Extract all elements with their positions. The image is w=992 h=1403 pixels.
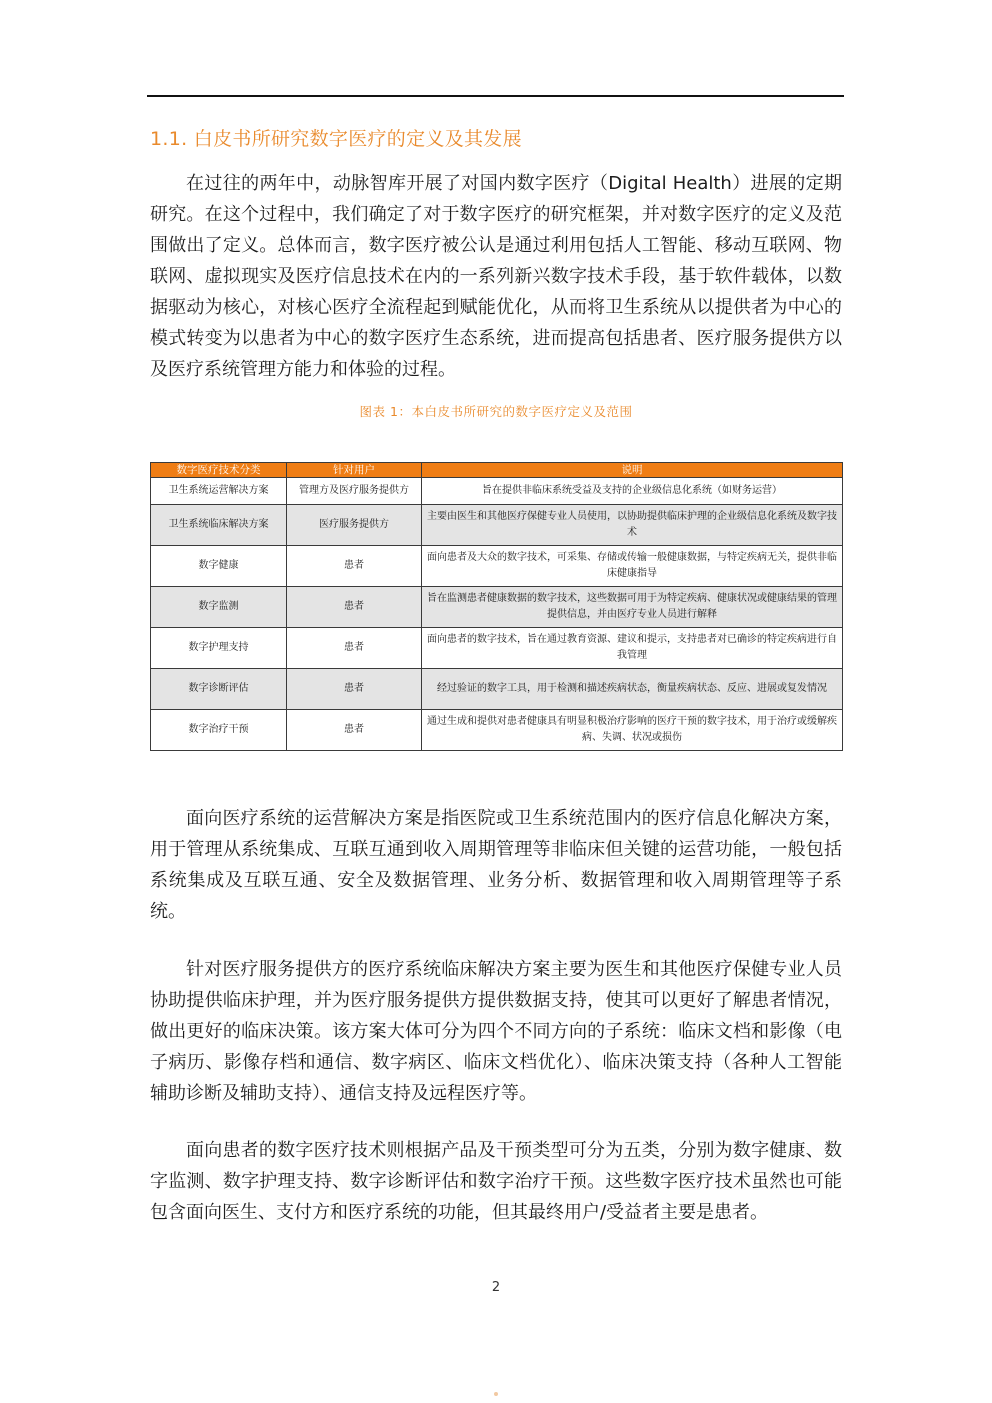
row-user: 管理方及医疗服务提供方 [287,478,422,505]
row-description: 旨在监测患者健康数据的数字技术，这些数据可用于为特定疾病、健康状况或健康结果的管理提供信息，并由医疗专业人员进行解释 [422,587,843,628]
row-description: 经过验证的数字工具，用于检测和描述疾病状态，衡量疾病状态、反应、进展或复发情况 [422,669,843,710]
patient-paragraph: 面向患者的数字医疗技术则根据产品及干预类型可分为五类，分别为数字健康、数字监测、数字护理支持、数字诊断评估和数字治疗干预。这些数字医疗技术虽然也可能包含面向医生、支付方和医疗系统的功能，但其最终用户/受益者主要是患者。 [150,1140,842,1223]
header-category: 数字医疗技术分类 [151,463,287,478]
operations-paragraph: 面向医疗系统的运营解决方案是指医院或卫生系统范围内的医疗信息化解决方案，用于管理从系统集成、互联互通到收入周期管理等非临床但关键的运营功能，一般包括系统集成及互联互通、安全及数据管理、业务分析、数据管理和收入周期管理等子系统。 [150,808,842,922]
row-description: 主要由医生和其他医疗保健专业人员使用，以协助提供临床护理的企业级信息化系统及数字技术 [422,505,843,546]
row-description: 通过生成和提供对患者健康具有明显积极治疗影响的医疗干预的数字技术，用于治疗或缓解疾病、失调、状况或损伤 [422,710,843,751]
table-row [151,669,843,710]
row-category: 卫生系统临床解决方案 [151,505,287,546]
row-user: 患者 [287,669,422,710]
intro-paragraph: 在过往的两年中，动脉智库开展了对国内数字医疗（Digital Health）进展的定期研究。在这个过程中，我们确定了对于数字医疗的研究框架，并对数字医疗的定义及范围做出了定义。总体而言，数字医疗被公认是通过利用包括人工智能、移动互联网、物联网、虚拟现实及医疗信息技术在内的一系列新兴数字技术手段，基于软件载体，以数据驱动为核心，对核心医疗全流程起到赋能优化，从而将卫生系统从以提供者为中心的模式转变为以患者为中心的数字医疗生态系统，进而提高包括患者、医疗服务提供方以及医疗系统管理方能力和体验的过程。 [150,173,842,380]
row-user: 患者 [287,587,422,628]
table-row [151,587,843,628]
table-header-row [151,463,843,478]
table-row [151,628,843,669]
figure-caption: 图表 1：本白皮书所研究的数字医疗定义及范围 [359,404,633,419]
header-description: 说明 [422,463,843,478]
page-number: 2 [491,1280,501,1295]
digital-health-table [150,462,843,751]
row-category: 数字治疗干预 [151,710,287,751]
table-row [151,546,843,587]
row-category: 卫生系统运营解决方案 [151,478,287,505]
row-user: 患者 [287,710,422,751]
row-category: 数字护理支持 [151,628,287,669]
row-description: 面向患者及大众的数字技术，可采集、存储或传输一般健康数据，与特定疾病无关，提供非临床健康指导 [422,546,843,587]
row-description: 面向患者的数字技术，旨在通过教育资源、建议和提示，支持患者对已确诊的特定疾病进行自我管理 [422,628,843,669]
row-user: 患者 [287,546,422,587]
header-user: 针对用户 [287,463,422,478]
row-description: 旨在提供非临床系统受益及支持的企业级信息化系统（如财务运营） [422,478,843,505]
row-category: 数字诊断评估 [151,669,287,710]
row-category: 数字健康 [151,546,287,587]
row-user: 医疗服务提供方 [287,505,422,546]
section-heading: 1.1. 白皮书所研究数字医疗的定义及其发展 [150,128,522,150]
row-user: 患者 [287,628,422,669]
table-row [151,505,843,546]
row-category: 数字监测 [151,587,287,628]
table-row [151,710,843,751]
header-rule [147,95,844,97]
clinical-paragraph: 针对医疗服务提供方的医疗系统临床解决方案主要为医生和其他医疗保健专业人员协助提供临床护理，并为医疗服务提供方提供数据支持，使其可以更好了解患者情况，做出更好的临床决策。该方案大体可分为四个不同方向的子系统：临床文档和影像（电子病历、影像存档和通信、数字病区、临床文档优化）、临床决策支持（各种人工智能辅助诊断及辅助支持）、通信支持及远程医疗等。 [150,959,842,1104]
table-row [151,478,843,505]
footer-dot [494,1392,498,1396]
